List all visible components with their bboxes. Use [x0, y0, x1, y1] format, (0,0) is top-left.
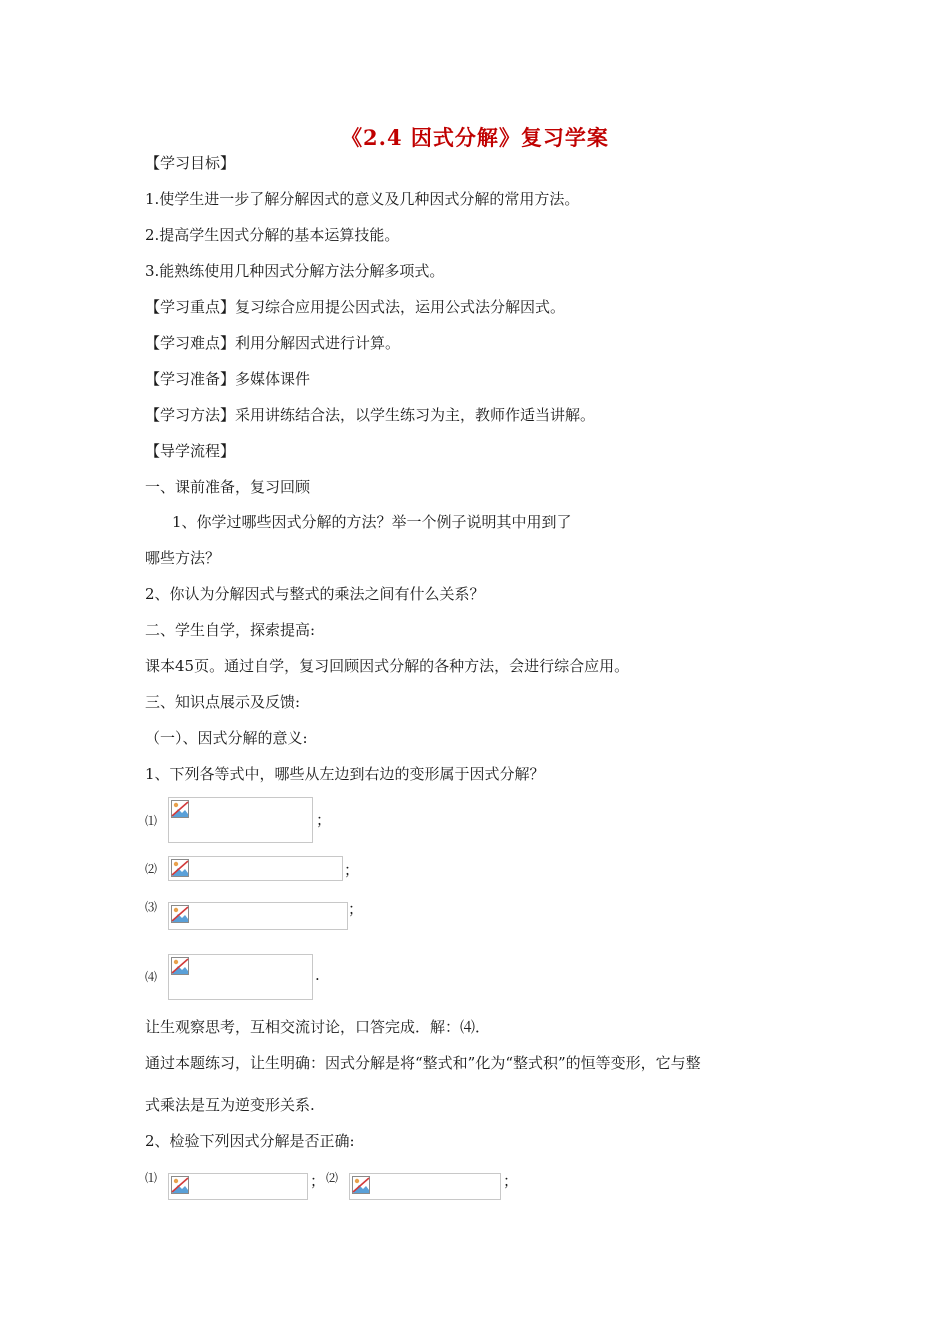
methods: 【学习方法】采用讲练结合法，以学生练习为主，教师作适当讲解。	[145, 406, 596, 424]
equation-1-end: ；	[316, 811, 332, 829]
broken-image-icon	[171, 957, 189, 975]
check-equation-1-image	[168, 1173, 308, 1200]
broken-image-icon	[171, 859, 189, 877]
broken-image-icon	[171, 800, 189, 818]
equation-3-image	[168, 902, 348, 930]
equation-2-image	[168, 856, 343, 881]
equation-3-label: ⑶	[145, 900, 158, 914]
step-two-heading: 二、学生自学，探索提高:	[145, 621, 316, 639]
page-title: 《2.4 因式分解》复习学案	[341, 125, 609, 150]
goal-2: 2.提高学生因式分解的基本运算技能。	[145, 226, 400, 244]
key-points: 【学习重点】复习综合应用提公因式法，运用公式法分解因式。	[145, 298, 566, 316]
equation-4-image	[168, 954, 313, 1000]
equation-4-end: .	[315, 966, 320, 984]
answer-text: 让生观察思考，互相交流讨论，口答完成．解：⑷．	[145, 1018, 491, 1036]
exercise-2-prompt: 2、检验下列因式分解是否正确:	[145, 1132, 355, 1150]
question-1: 1、你学过哪些因式分解的方法？举一个例子说明其中用到了	[172, 513, 572, 531]
explanation-line-2: 式乘法是互为逆变形关系.	[145, 1096, 315, 1114]
broken-image-icon	[171, 905, 189, 923]
subsection-meaning: （一）、因式分解的意义:	[145, 729, 308, 747]
check-equation-2-label: ⑵	[326, 1171, 339, 1185]
check-equation-2-end: ；	[503, 1172, 519, 1190]
step-three-heading: 三、知识点展示及反馈:	[145, 693, 301, 711]
equation-2-label: ⑵	[145, 862, 158, 876]
equation-1-image	[168, 797, 313, 843]
check-equation-2-image	[349, 1173, 501, 1200]
check-equation-1-end: ；	[310, 1172, 326, 1190]
exercise-1-prompt: 1、下列各等式中，哪些从左边到右边的变形属于因式分解？	[145, 765, 545, 783]
section-heading-flow: 【导学流程】	[145, 442, 236, 460]
self-study-text: 课本45页。通过自学，复习回顾因式分解的各种方法，会进行综合应用。	[145, 657, 630, 675]
broken-image-icon	[352, 1176, 370, 1194]
equation-4-label: ⑷	[145, 970, 158, 984]
preparation: 【学习准备】多媒体课件	[145, 370, 311, 388]
equation-1-label: ⑴	[145, 814, 158, 828]
equation-2-end: ；	[344, 861, 360, 879]
step-one-heading: 一、课前准备，复习回顾	[145, 478, 311, 496]
explanation-line-1: 通过本题练习，让生明确：因式分解是将“整式和”化为“整式积”的恒等变形，它与整	[145, 1054, 701, 1072]
check-equation-1-label: ⑴	[145, 1171, 158, 1185]
broken-image-icon	[171, 1176, 189, 1194]
goal-3: 3.能熟练使用几种因式分解方法分解多项式。	[145, 262, 445, 280]
question-1-cont: 哪些方法？	[145, 549, 221, 567]
section-heading-goals: 【学习目标】	[145, 154, 236, 172]
equation-3-end: ；	[348, 900, 364, 918]
difficulties: 【学习难点】利用分解因式进行计算。	[145, 334, 401, 352]
goal-1: 1.使学生进一步了解分解因式的意义及几种因式分解的常用方法。	[145, 190, 580, 208]
question-2: 2、你认为分解因式与整式的乘法之间有什么关系？	[145, 585, 485, 603]
